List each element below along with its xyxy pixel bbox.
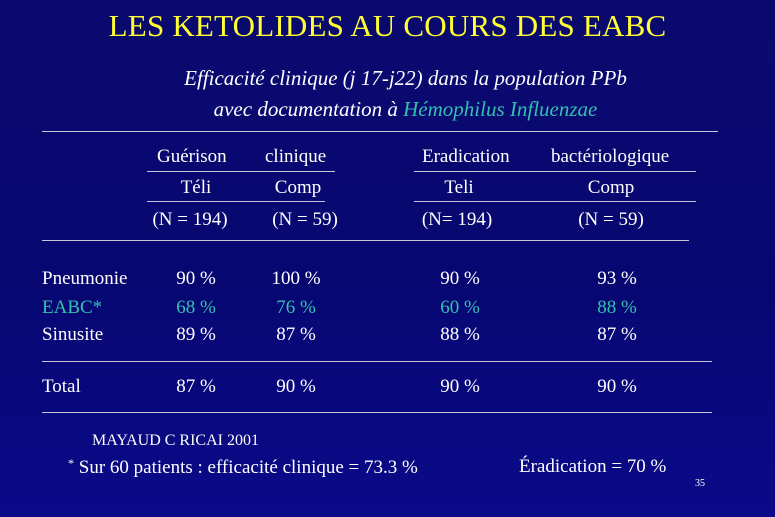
subheader-teli-clinical: Téli (180, 177, 212, 198)
cell-pneumonie-comp-bact: 93 % (597, 268, 637, 289)
header-bacteriologique: bactériologique (551, 146, 670, 167)
subheader-comp-clinical: Comp (274, 177, 322, 198)
cell-sinusite-comp-clinical: 87 % (276, 324, 316, 345)
subheader-comp-bact: Comp (587, 177, 635, 198)
page-number: 35 (695, 478, 705, 489)
cell-total-teli-clinical: 87 % (176, 376, 216, 397)
cell-sinusite-teli-clinical: 89 % (176, 324, 216, 345)
header-eradication: Eradication (422, 146, 510, 167)
row-label-eabc: EABC* (42, 297, 103, 318)
cell-pneumonie-teli-clinical: 90 % (176, 268, 216, 289)
header-divider (42, 240, 689, 241)
header-clinique: clinique (265, 146, 327, 167)
eradication-note: Éradication = 70 % (519, 456, 667, 477)
cell-pneumonie-comp-clinical: 100 % (271, 268, 321, 289)
footnote (68, 456, 418, 479)
total-divider (42, 361, 712, 362)
subtitle-prefix: avec documentation à (213, 97, 404, 121)
cell-total-teli-bact: 90 % (440, 376, 480, 397)
slide-subtitle-line1: Efficacité clinique (j 17-j22) dans la population PPb (184, 66, 627, 90)
n-comp-clinical: (N = 59) (272, 209, 338, 230)
row-label-sinusite: Sinusite (42, 324, 104, 345)
source-citation: MAYAUD C RICAI 2001 (92, 432, 259, 449)
subheader-underline-bact (414, 201, 696, 202)
subheader-underline-clinical (147, 201, 325, 202)
slide-subtitle-line2 (18, 97, 775, 122)
cell-eabc-teli-clinical: 68 % (176, 297, 216, 318)
subheader-teli-bact: Teli (444, 177, 474, 198)
cell-pneumonie-teli-bact: 90 % (440, 268, 480, 289)
cell-eabc-teli-bact: 60 % (440, 297, 480, 318)
bottom-divider (42, 412, 712, 413)
footnote-asterisk: * (68, 456, 74, 470)
top-divider (42, 131, 718, 132)
row-label-total: Total (42, 376, 81, 397)
cell-sinusite-teli-bact: 88 % (440, 324, 480, 345)
slide-title: LES KETOLIDES AU COURS DES EABC (108, 8, 667, 43)
subtitle-organism: Hémophilus Influenzae (403, 97, 598, 121)
cell-eabc-comp-bact: 88 % (597, 297, 637, 318)
cell-eabc-comp-clinical: 76 % (276, 297, 316, 318)
cell-total-comp-bact: 90 % (597, 376, 637, 397)
n-teli-bact: (N= 194) (421, 209, 493, 230)
header-guerison: Guérison (157, 146, 227, 167)
clinical-group-underline (147, 171, 335, 172)
bact-group-underline (414, 171, 696, 172)
cell-sinusite-comp-bact: 87 % (597, 324, 637, 345)
footnote-text: Sur 60 patients : efficacité clinique = 73.3 % (74, 457, 418, 478)
n-comp-bact: (N = 59) (578, 209, 644, 230)
row-label-pneumonie: Pneumonie (42, 268, 128, 289)
n-teli-clinical: (N = 194) (152, 209, 228, 230)
cell-total-comp-clinical: 90 % (276, 376, 316, 397)
